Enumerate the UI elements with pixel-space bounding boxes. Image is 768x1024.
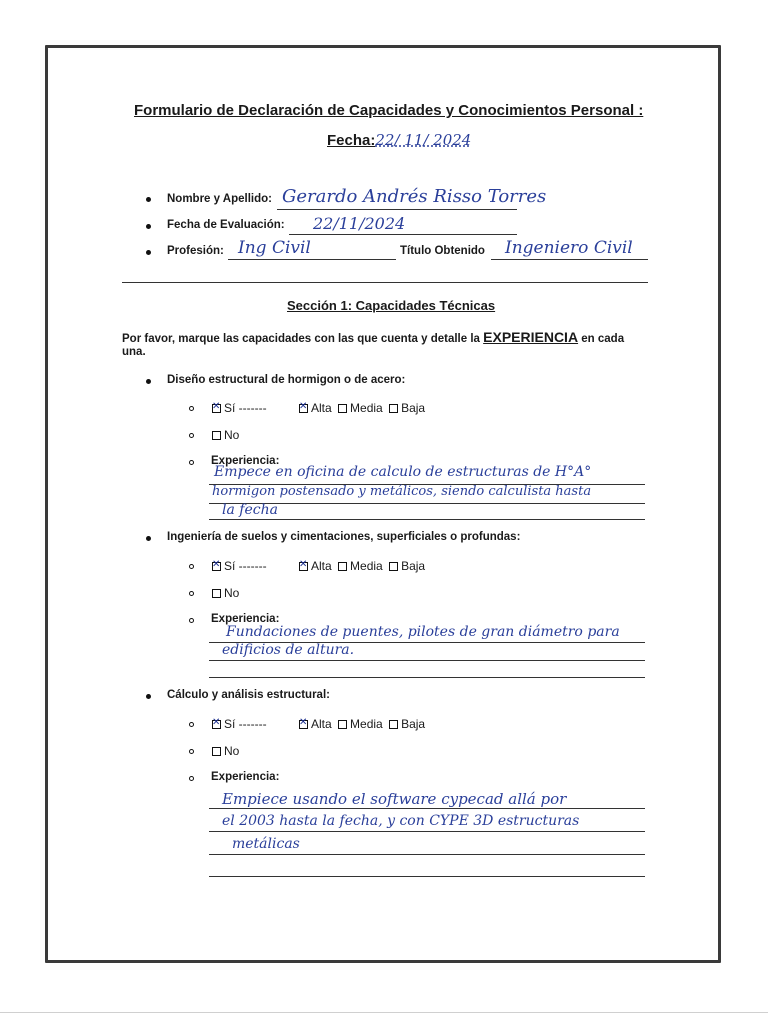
section-title: Sección 1: Capacidades Técnicas (287, 298, 496, 313)
sub-bullet (189, 433, 194, 438)
item-1-title: Diseño estructural de hormigon o de acero: (167, 374, 406, 386)
form-title: Formulario de Declaración de Capacidades y Conocimientos Personal : (134, 102, 644, 119)
sub-bullet (189, 460, 194, 465)
checkbox-icon[interactable] (212, 431, 221, 440)
baja-label: Baja (401, 717, 426, 731)
fecha-row (327, 131, 471, 150)
checkbox-icon[interactable] (389, 720, 398, 729)
separator (122, 282, 648, 283)
si-label: Sí ------- (224, 559, 267, 573)
titulo-value: Ingeniero Civil (505, 238, 633, 258)
item-3-experience-label: Experiencia: (211, 771, 280, 783)
item-3-si-option[interactable] (212, 717, 267, 731)
writing-line (209, 831, 645, 832)
item-2-experience-line: Fundaciones de puentes, pilotes de gran diámetro para (226, 624, 620, 640)
checkbox-checked-icon[interactable] (212, 562, 221, 571)
sub-bullet (189, 618, 194, 623)
media-label: Media (350, 559, 383, 573)
si-label: Sí ------- (224, 717, 267, 731)
writing-line (209, 519, 645, 520)
instructions (122, 329, 624, 345)
no-label: No (224, 428, 240, 442)
item-1-experience-line: hormigon postensado y metálicos, siendo calculista hasta (212, 484, 592, 499)
bullet (146, 379, 151, 384)
si-label: Sí ------- (224, 401, 267, 415)
no-label: No (224, 744, 240, 758)
baja-label: Baja (401, 559, 426, 573)
sub-bullet (189, 776, 194, 781)
sub-bullet (189, 722, 194, 727)
sub-bullet (189, 564, 194, 569)
item-3-no-option[interactable] (212, 744, 239, 758)
checkbox-icon[interactable] (389, 404, 398, 413)
bullet (146, 694, 151, 699)
nombre-value: Gerardo Andrés Risso Torres (282, 186, 547, 207)
alta-label: Alta (311, 401, 332, 415)
checkbox-checked-icon[interactable] (299, 720, 308, 729)
instructions-text-2: en cada (581, 333, 625, 345)
item-2-experience-label: Experiencia: (211, 613, 280, 625)
checkbox-icon[interactable] (338, 720, 347, 729)
fecha-eval-value: 22/11/2024 (313, 214, 406, 233)
item-3-experience-line: metálicas (232, 836, 300, 852)
writing-line (209, 677, 645, 678)
fecha-value: 22/ 11/ 2024 (375, 131, 472, 149)
checkbox-checked-icon[interactable] (212, 404, 221, 413)
fecha-eval-line (289, 234, 517, 235)
instructions-text: Por favor, marque las capacidades con las que cuenta y detalle la (122, 333, 480, 345)
titulo-line (491, 259, 648, 260)
checkbox-checked-icon[interactable] (299, 562, 308, 571)
item-1-no-option[interactable] (212, 428, 239, 442)
item-1-experience-label: Experiencia: (211, 455, 280, 467)
nombre-label: Nombre y Apellido: (167, 193, 272, 205)
nombre-line (277, 209, 517, 210)
baja-label: Baja (401, 401, 426, 415)
instructions-line-2: una. (122, 346, 146, 358)
fecha-eval-label: Fecha de Evaluación: (167, 219, 285, 231)
instructions-emphasis: EXPERIENCIA (483, 329, 579, 345)
alta-label: Alta (311, 559, 332, 573)
checkbox-icon[interactable] (338, 404, 347, 413)
item-3-title: Cálculo y análisis estructural: (167, 689, 330, 701)
checkbox-icon[interactable] (338, 562, 347, 571)
media-label: Media (350, 717, 383, 731)
checkbox-icon[interactable] (212, 747, 221, 756)
no-label: No (224, 586, 240, 600)
fecha-label: Fecha: (327, 132, 376, 149)
profesion-value: Ing Civil (238, 238, 311, 258)
item-3-experience-line: el 2003 hasta la fecha, y con CYPE 3D estructuras (222, 813, 580, 829)
item-3-experience-line: Empiece usando el software cypecad allá por (222, 790, 567, 808)
writing-line (209, 876, 645, 877)
profesion-line (228, 259, 396, 260)
sub-bullet (189, 406, 194, 411)
checkbox-checked-icon[interactable] (212, 720, 221, 729)
checkbox-icon[interactable] (389, 562, 398, 571)
scan-edge (0, 1012, 768, 1013)
sub-bullet (189, 749, 194, 754)
checkbox-checked-icon[interactable] (299, 404, 308, 413)
item-1-experience-line: Empece en oficina de calculo de estructuras de H°A° (214, 464, 592, 480)
item-2-experience-line: edificios de altura. (222, 642, 355, 658)
titulo-label: Título Obtenido (400, 245, 485, 257)
bullet (146, 536, 151, 541)
alta-label: Alta (311, 717, 332, 731)
bullet (146, 250, 151, 255)
item-2-no-option[interactable] (212, 586, 239, 600)
writing-line (209, 854, 645, 855)
writing-line (209, 808, 645, 809)
item-1-experience-line: la fecha (222, 502, 278, 518)
item-3-level-options (299, 717, 425, 731)
sub-bullet (189, 591, 194, 596)
item-2-title: Ingeniería de suelos y cimentaciones, superficiales o profundas: (167, 531, 521, 543)
checkbox-icon[interactable] (212, 589, 221, 598)
bullet (146, 224, 151, 229)
item-2-level-options (299, 559, 425, 573)
item-2-si-option[interactable] (212, 559, 267, 573)
profesion-label: Profesión: (167, 245, 224, 257)
media-label: Media (350, 401, 383, 415)
item-1-level-options (299, 401, 425, 415)
item-1-si-option[interactable] (212, 401, 267, 415)
bullet (146, 197, 151, 202)
writing-line (209, 660, 645, 661)
